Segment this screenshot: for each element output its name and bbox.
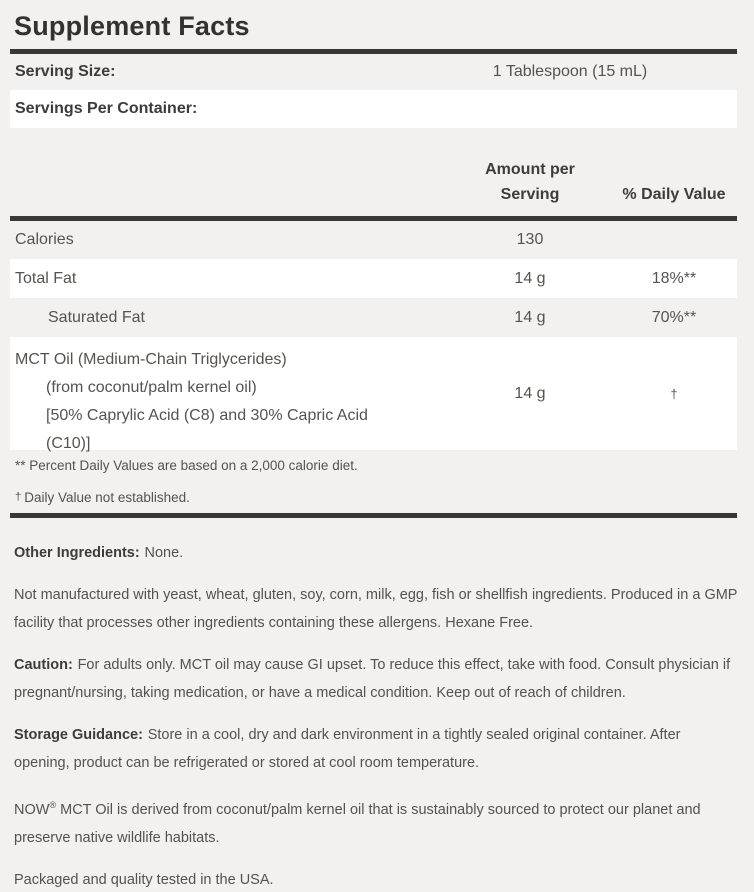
dagger-symbol: † [15, 491, 22, 503]
nutrient-name: Calories [15, 231, 74, 248]
servings-per-container-label: Servings Per Container: [15, 100, 198, 117]
caution-label: Caution: [14, 657, 73, 673]
footnote-dagger-text: Daily Value not established. [24, 489, 190, 505]
nutrient-amount: 130 [516, 231, 544, 248]
mct-name-line3: [50% Caprylic Acid (C8) and 30% Capric Acid [46, 407, 368, 424]
mct-name-line2: (from coconut/palm kernel oil) [46, 379, 257, 396]
sourcing-statement [14, 791, 738, 852]
nutrient-amount: 14 g [514, 308, 546, 326]
other-ingredients-value: None. [144, 545, 184, 561]
table-header-row [10, 128, 737, 216]
nutrient-daily-value: 18%** [651, 269, 697, 287]
caution-statement [14, 651, 738, 707]
nutrient-daily-value: † [670, 386, 678, 401]
footnote-daily-values [10, 450, 737, 481]
mct-name-line1: MCT Oil (Medium-Chain Triglycerides) [15, 351, 287, 368]
sourcing-text: MCT Oil is derived from coconut/palm kernel oil that is sustainably sourced to protect our planet and preserve native wildlife habitats. [14, 801, 701, 846]
allergen-statement: Not manufactured with yeast, wheat, gluten, soy, corn, milk, egg, fish or shellfish ingredients. Produced in a GMP facility that processes other ingredients containing these allergens. Hexane Free. [14, 587, 738, 631]
other-ingredients-label: Other Ingredients: [14, 545, 140, 561]
footnote-dagger [10, 481, 737, 513]
amount-per-serving-header [450, 157, 610, 207]
page-title: Supplement Facts [14, 11, 250, 41]
amount-header-line1: Amount per [485, 161, 575, 178]
table-row-total-fat [10, 259, 737, 298]
table-row-mct-oil [10, 337, 737, 450]
storage-label: Storage Guidance: [14, 727, 143, 743]
daily-value-header: % Daily Value [622, 186, 726, 203]
nutrient-name [10, 337, 368, 458]
table-row-saturated-fat [10, 298, 737, 337]
nutrient-amount: 14 g [514, 269, 546, 287]
mct-name-line4: (C10)] [46, 435, 91, 452]
serving-size-row [10, 54, 737, 90]
other-ingredients [14, 539, 738, 567]
nutrient-daily-value: 70%** [651, 308, 697, 326]
storage-text: Store in a cool, dry and dark environment in a tightly sealed original container. After opening, product can be refrigerated or stored at cool room temperature. [14, 727, 681, 771]
serving-size-value: 1 Tablespoon (15 mL) [492, 63, 648, 80]
serving-size-label: Serving Size: [15, 63, 116, 80]
origin-statement: Packaged and quality tested in the USA. [14, 871, 274, 888]
caution-text: For adults only. MCT oil may cause GI upset. To reduce this effect, take with food. Consult physician if pregnant/nursing, taking medication, or have a medical condition. Keep out of reach of children. [14, 657, 731, 701]
amount-header-line2: Serving [500, 186, 560, 203]
nutrient-name: Saturated Fat [48, 308, 145, 326]
brand-name: NOW [14, 801, 50, 818]
details-section [0, 518, 754, 892]
storage-guidance [14, 721, 738, 777]
table-row-calories [10, 221, 737, 259]
nutrient-amount: 14 g [514, 384, 546, 402]
nutrient-name: Total Fat [15, 269, 77, 287]
footnote-daily-values-text: ** Percent Daily Values are based on a 2,000 calorie diet. [15, 458, 358, 473]
servings-per-container-row [10, 90, 737, 128]
registered-trademark-symbol: ® [49, 800, 57, 810]
